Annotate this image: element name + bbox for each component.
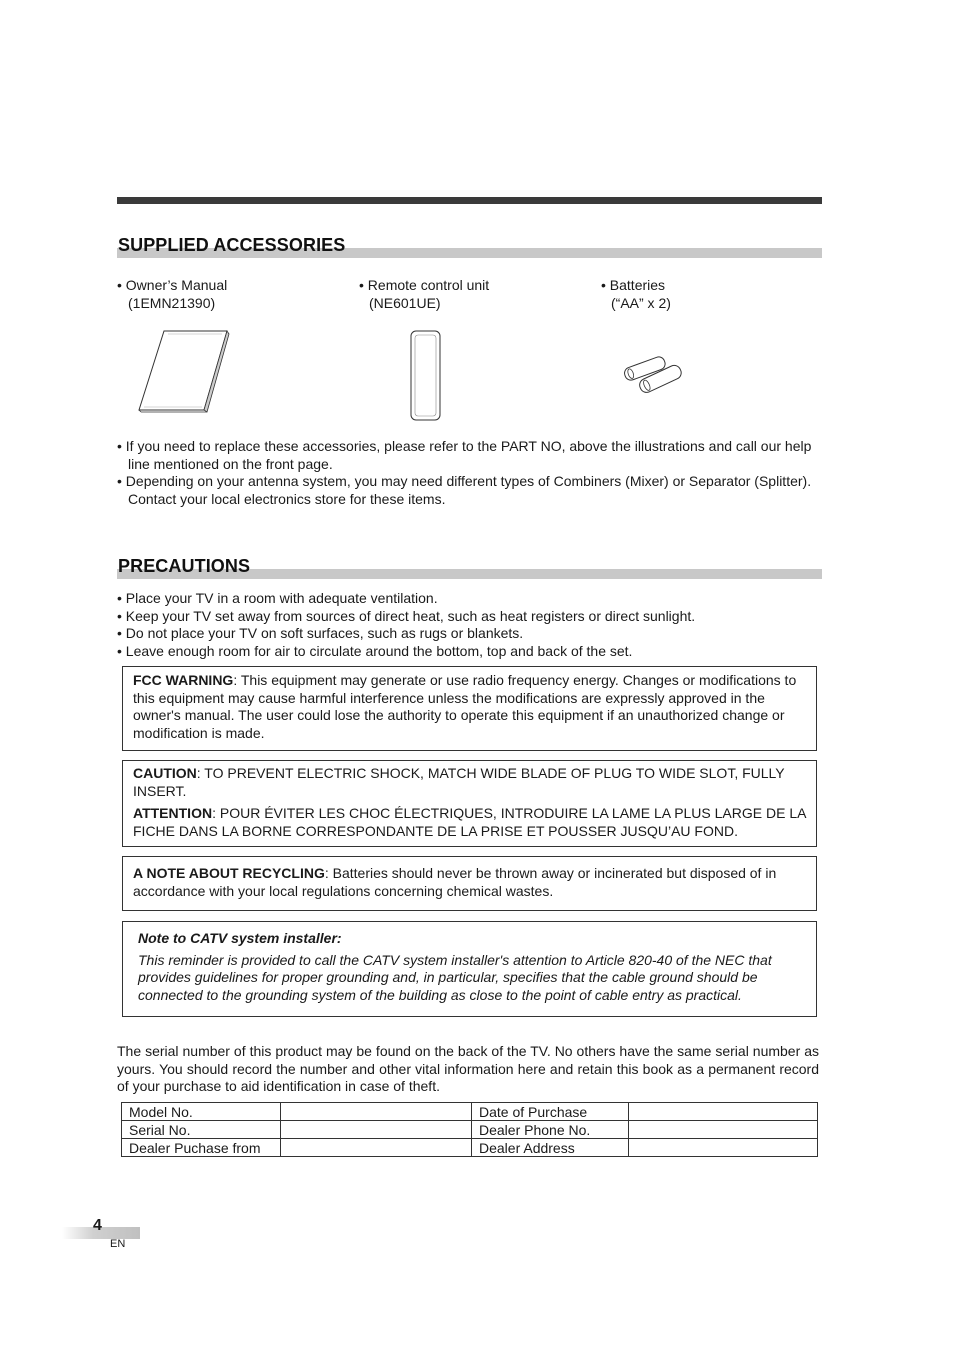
catv-note-box — [122, 921, 817, 1017]
table-cell: Date of Purchase — [472, 1103, 629, 1121]
accessories-header — [117, 234, 822, 258]
recycling-label: A NOTE ABOUT RECYCLING — [133, 865, 325, 881]
table-cell — [281, 1103, 472, 1121]
table-cell — [281, 1139, 472, 1157]
fcc-text: : This equipment may generate or use radio frequency energy. Changes or modifications to this equipment may cause harmful interference unless the modifications are expressly approved in the owner's manual. The user could lose the authority to operate this equipment if an unauthorized change or modification is made. — [133, 672, 797, 741]
page-number: 4 — [93, 1217, 102, 1234]
caution-label: CAUTION — [133, 765, 197, 781]
fcc-label: FCC WARNING — [133, 672, 234, 688]
accessory-notes — [117, 438, 822, 508]
table-cell — [281, 1121, 472, 1139]
table-row — [122, 1121, 818, 1139]
attention-text: : POUR ÉVITER LES CHOC ÉLECTRIQUES, INTRODUIRE LA LAME LA PLUS LARGE DE LA FICHE DANS LA BORNE CORRESPONDANTE DE LA PRISE ET POUSSER JUSQU’AU FOND. — [133, 805, 806, 839]
batteries-illustration — [620, 352, 686, 396]
precaution-item: • Leave enough room for air to circulate around the bottom, top and back of the set. — [117, 642, 633, 659]
recycling-box — [122, 856, 817, 911]
table-cell: Dealer Address — [472, 1139, 629, 1157]
precautions-list — [117, 590, 822, 660]
accessory-label: • Batteries — [601, 277, 666, 293]
recycling-text: : Batteries should never be thrown away or incinerated but disposed of in accordance with your local regulations concerning chemical wastes. — [133, 865, 777, 899]
remote-illustration — [406, 327, 446, 425]
note-item: • Depending on your antenna system, you may need different types of Combiners (Mixer) or Separator (Splitter). Contact your local electronics store for these items. — [117, 473, 812, 507]
table-cell: Serial No. — [122, 1121, 281, 1139]
record-table — [121, 1102, 818, 1157]
table-cell: Dealer Phone No. — [472, 1121, 629, 1139]
precaution-item: • Do not place your TV on soft surfaces, such as rugs or blankets. — [117, 625, 524, 641]
precautions-title: PRECAUTIONS — [118, 556, 251, 576]
table-cell: Dealer Puchase from — [122, 1139, 281, 1157]
fcc-warning-box — [122, 666, 817, 751]
accessory-remote — [359, 276, 489, 312]
precaution-item: • Place your TV in a room with adequate ventilation. — [117, 590, 438, 606]
caution-box — [122, 760, 817, 847]
accessory-manual — [117, 276, 227, 312]
serial-paragraph: The serial number of this product may be found on the back of the TV. No others have the same serial number as yours. You should record the number and other vital information here and retain this book as a permanent record of your purchase to aid identification in case of theft. — [117, 1043, 819, 1095]
table-cell — [629, 1103, 818, 1121]
accessory-label: • Owner’s Manual — [117, 277, 228, 293]
table-cell — [629, 1139, 818, 1157]
note-item: • If you need to replace these accessories, please refer to the PART NO, above the illustrations and call our help line mentioned on the front page. — [117, 438, 812, 472]
table-cell: Model No. — [122, 1103, 281, 1121]
accessory-part: (NE601UE) — [369, 295, 441, 311]
top-rule — [117, 197, 822, 204]
precautions-header — [117, 555, 822, 579]
accessory-part: (“AA” x 2) — [611, 295, 671, 311]
accessory-part: (1EMN21390) — [128, 295, 216, 311]
manual-illustration — [134, 328, 234, 416]
table-cell — [629, 1121, 818, 1139]
catv-text: This reminder is provided to call the CATV system installer's attention to Article 820-40 of the NEC that provides guidelines for proper grounding and, in particular, specifies that the cable ground should be connected to the grounding system of the building as close to the point of cable entry as practical. — [138, 951, 772, 1003]
table-row — [122, 1103, 818, 1121]
caution-text: : TO PREVENT ELECTRIC SHOCK, MATCH WIDE BLADE OF PLUG TO WIDE SLOT, FULLY INSERT. — [133, 765, 785, 799]
attention-label: ATTENTION — [133, 805, 213, 822]
accessory-batteries — [601, 276, 671, 312]
catv-title: Note to CATV system installer: — [138, 930, 342, 946]
page-language: EN — [110, 1238, 126, 1250]
accessories-title: SUPPLIED ACCESSORIES — [118, 235, 346, 255]
accessory-label: • Remote control unit — [359, 277, 490, 293]
table-row — [122, 1139, 818, 1157]
precaution-item: • Keep your TV set away from sources of direct heat, such as heat registers or direct sunlight. — [117, 607, 696, 624]
